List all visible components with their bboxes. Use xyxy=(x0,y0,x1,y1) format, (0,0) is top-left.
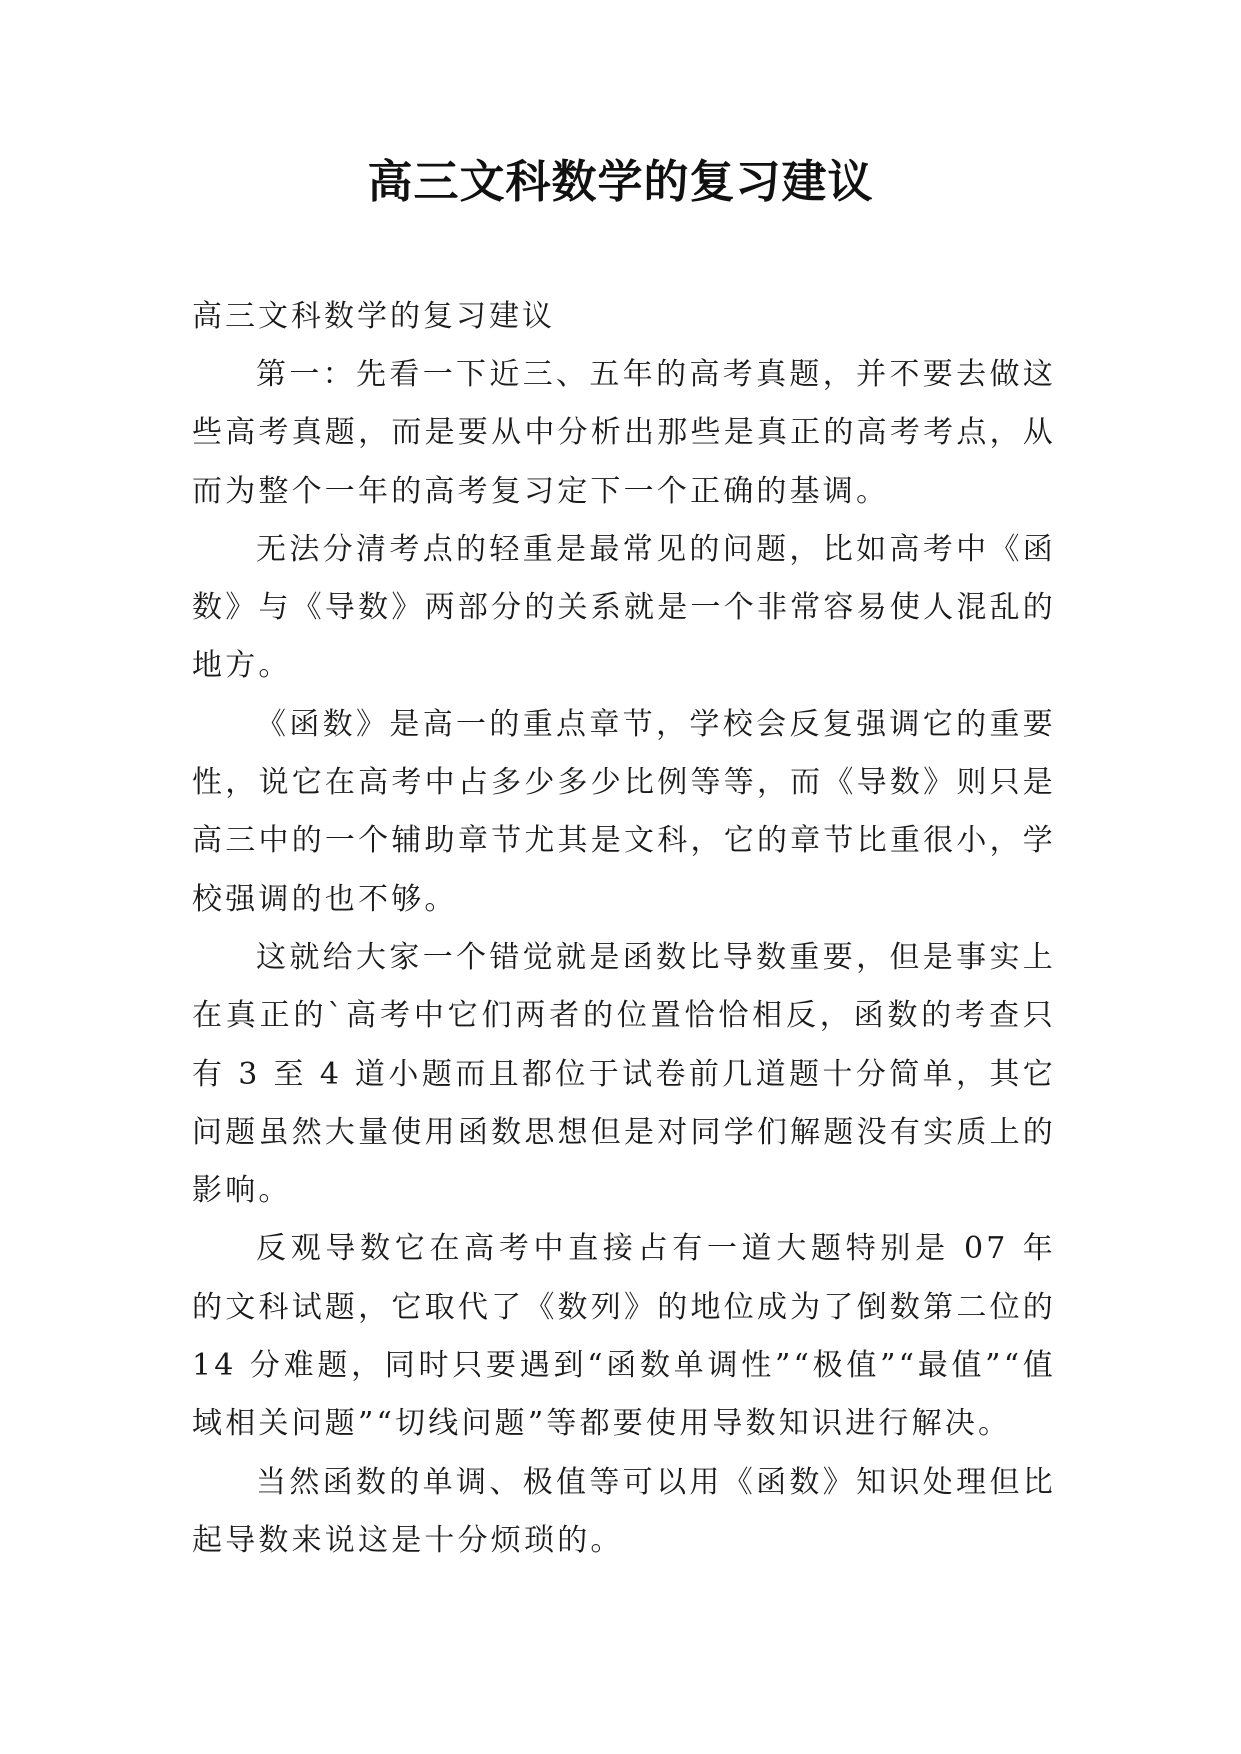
paragraph-1: 第一：先看一下近三、五年的高考真题，并不要去做这些高考真题，而是要从中分析出那些是真正的高考考点，从而为整个一年的高考复习定下一个正确的基调。 xyxy=(192,357,1056,509)
paragraph-6: 当然函数的单调、极值等可以用《函数》知识处理但比起导数来说这是十分烦琐的。 xyxy=(192,1464,1056,1558)
paragraph-2: 无法分清考点的轻重是最常见的问题，比如高考中《函数》与《导数》两部分的关系就是一个非常容易使人混乱的地方。 xyxy=(192,531,1056,684)
document-subheading: 高三文科数学的复习建议 xyxy=(192,299,555,334)
paragraph-4: 这就给大家一个错觉就是函数比导数重要，但是事实上在真正的`高考中它们两者的位置恰恰相反，函数的考查只有 3 至 4 道小题而且都位于试卷前几道题十分简单，其它问题虽然大量使用函数思想但是对同学们解题没有实质上的影响。 xyxy=(192,939,1056,1209)
paragraph-3: 《函数》是高一的重点章节，学校会反复强调它的重要性，说它在高考中占多少多少比例等等，而《导数》则只是高三中的一个辅助章节尤其是文科，它的章节比重很小，学校强调的也不够。 xyxy=(192,706,1056,917)
paragraph-5: 反观导数它在高考中直接占有一道大题特别是 07 年的文科试题，它取代了《数列》的地位成为了倒数第二位的 14 分难题，同时只要遇到“函数单调性”“极值”“最值”“值域相关问题”“切线问题”等都要使用导数知识进行解决。 xyxy=(192,1231,1056,1442)
document-title: 高三文科数学的复习建议 xyxy=(367,155,874,208)
document-body xyxy=(192,288,1056,1570)
